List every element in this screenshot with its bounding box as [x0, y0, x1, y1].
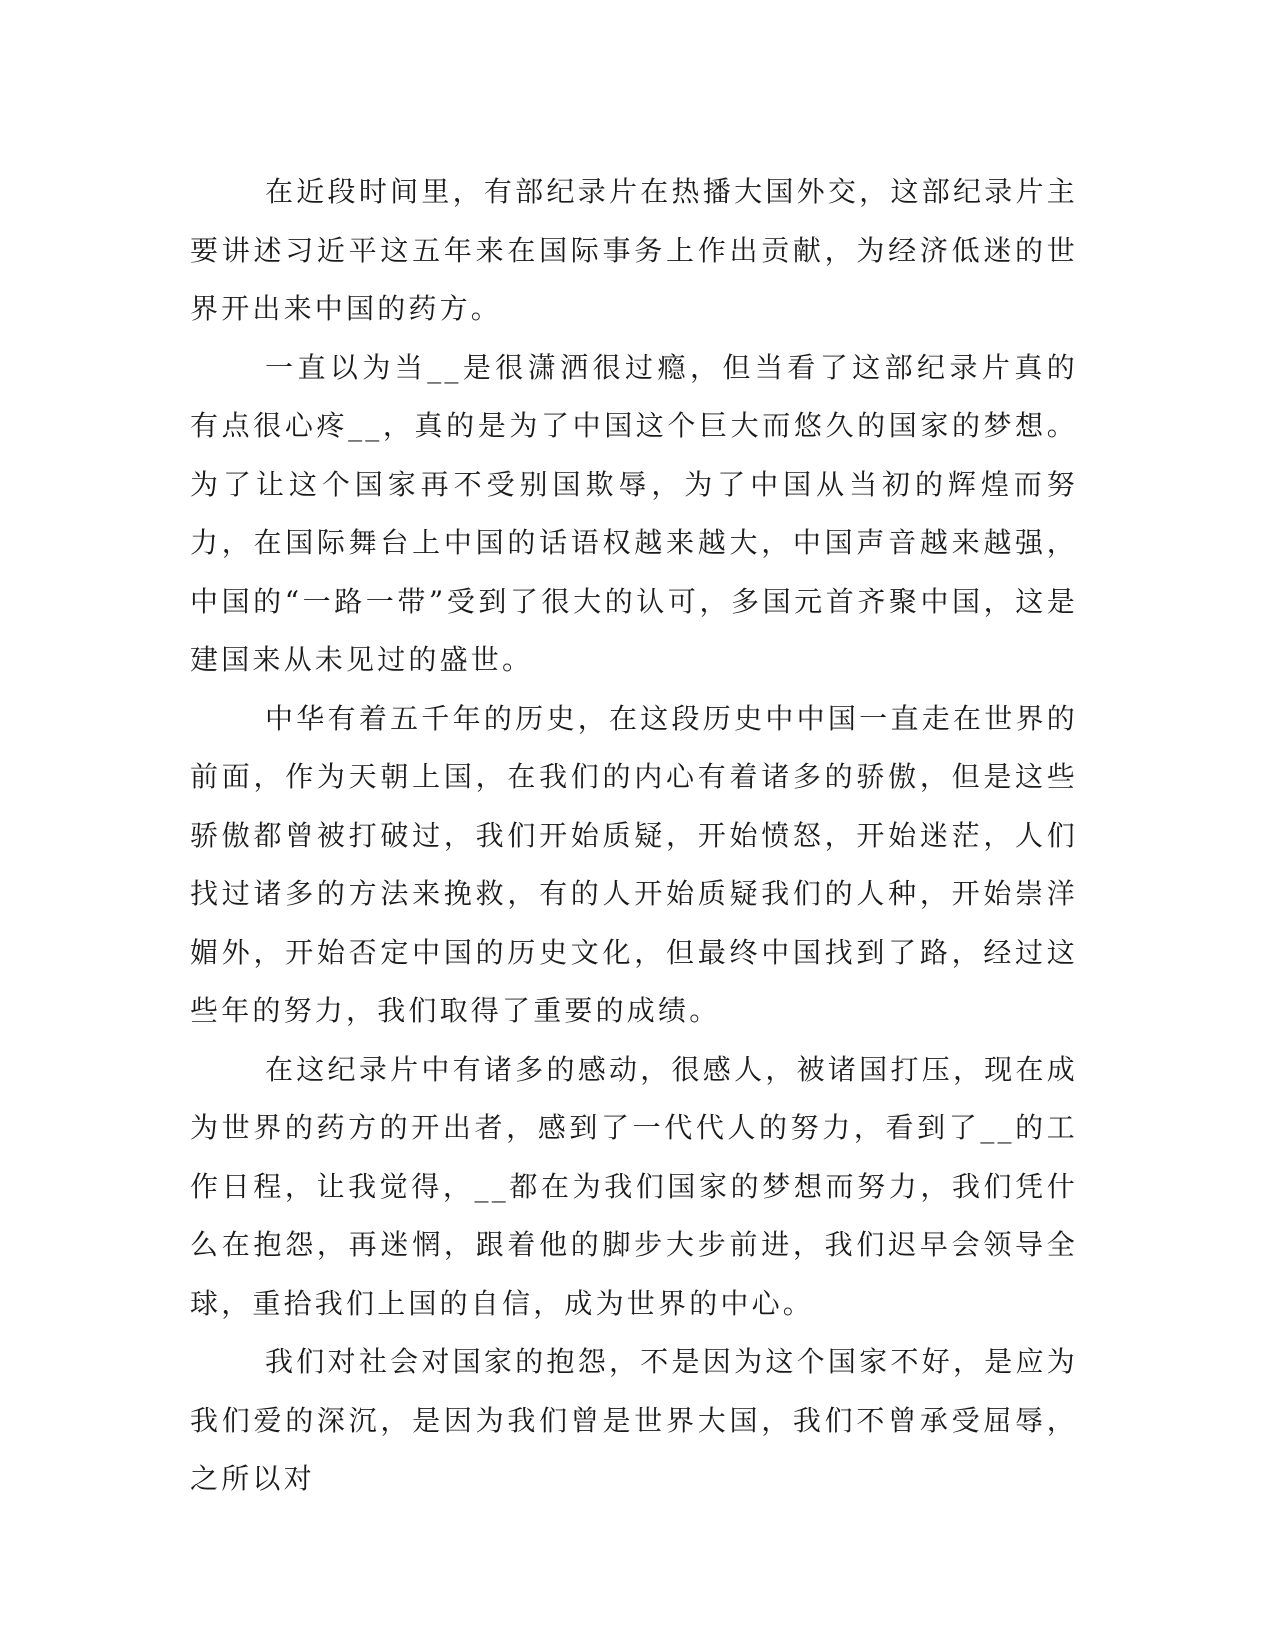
paragraph-4: 在这纪录片中有诸多的感动，很感人，被诸国打压，现在成为世界的药方的开出者，感到了一代代人的努力，看到了__的工作日程，让我觉得，__都在为我们国家的梦想而努力，我们凭什么在抱怨，再迷惘，跟着他的脚步大步前进，我们迟早会领导全球，重拾我们上国的自信，成为世界的中心。 — [190, 1052, 1078, 1320]
paragraph-5: 我们对社会对国家的抱怨，不是因为这个国家不好，是应为我们爱的深沉，是因为我们曾是世界大国，我们不曾承受屈辱，之所以对 — [190, 1345, 1078, 1495]
paragraph-2: 一直以为当__是很潇洒很过瘾，但当看了这部纪录片真的有点很心疼__，真的是为了中国这个巨大而悠久的国家的梦想。为了让这个国家再不受别国欺辱，为了中国从当初的辉煌而努力，在国际舞台上中国的话语权越来越大，中国声音越来越强，中国的“一路一带”受到了很大的认可，多国元首齐聚中国，这是建国来从未见过的盛世。 — [190, 350, 1078, 676]
paragraph-1: 在近段时间里，有部纪录片在热播大国外交，这部纪录片主要讲述习近平这五年来在国际事务上作出贡献，为经济低迷的世界开出来中国的药方。 — [190, 175, 1078, 325]
document-body — [190, 163, 1078, 1509]
paragraph-3: 中华有着五千年的历史，在这段历史中中国一直走在世界的前面，作为天朝上国，在我们的内心有着诸多的骄傲，但是这些骄傲都曾被打破过，我们开始质疑，开始愤怒，开始迷茫，人们找过诸多的方法来挽救，有的人开始质疑我们的人种，开始崇洋媚外，开始否定中国的历史文化，但最终中国找到了路，经过这些年的努力，我们取得了重要的成绩。 — [190, 701, 1078, 1027]
